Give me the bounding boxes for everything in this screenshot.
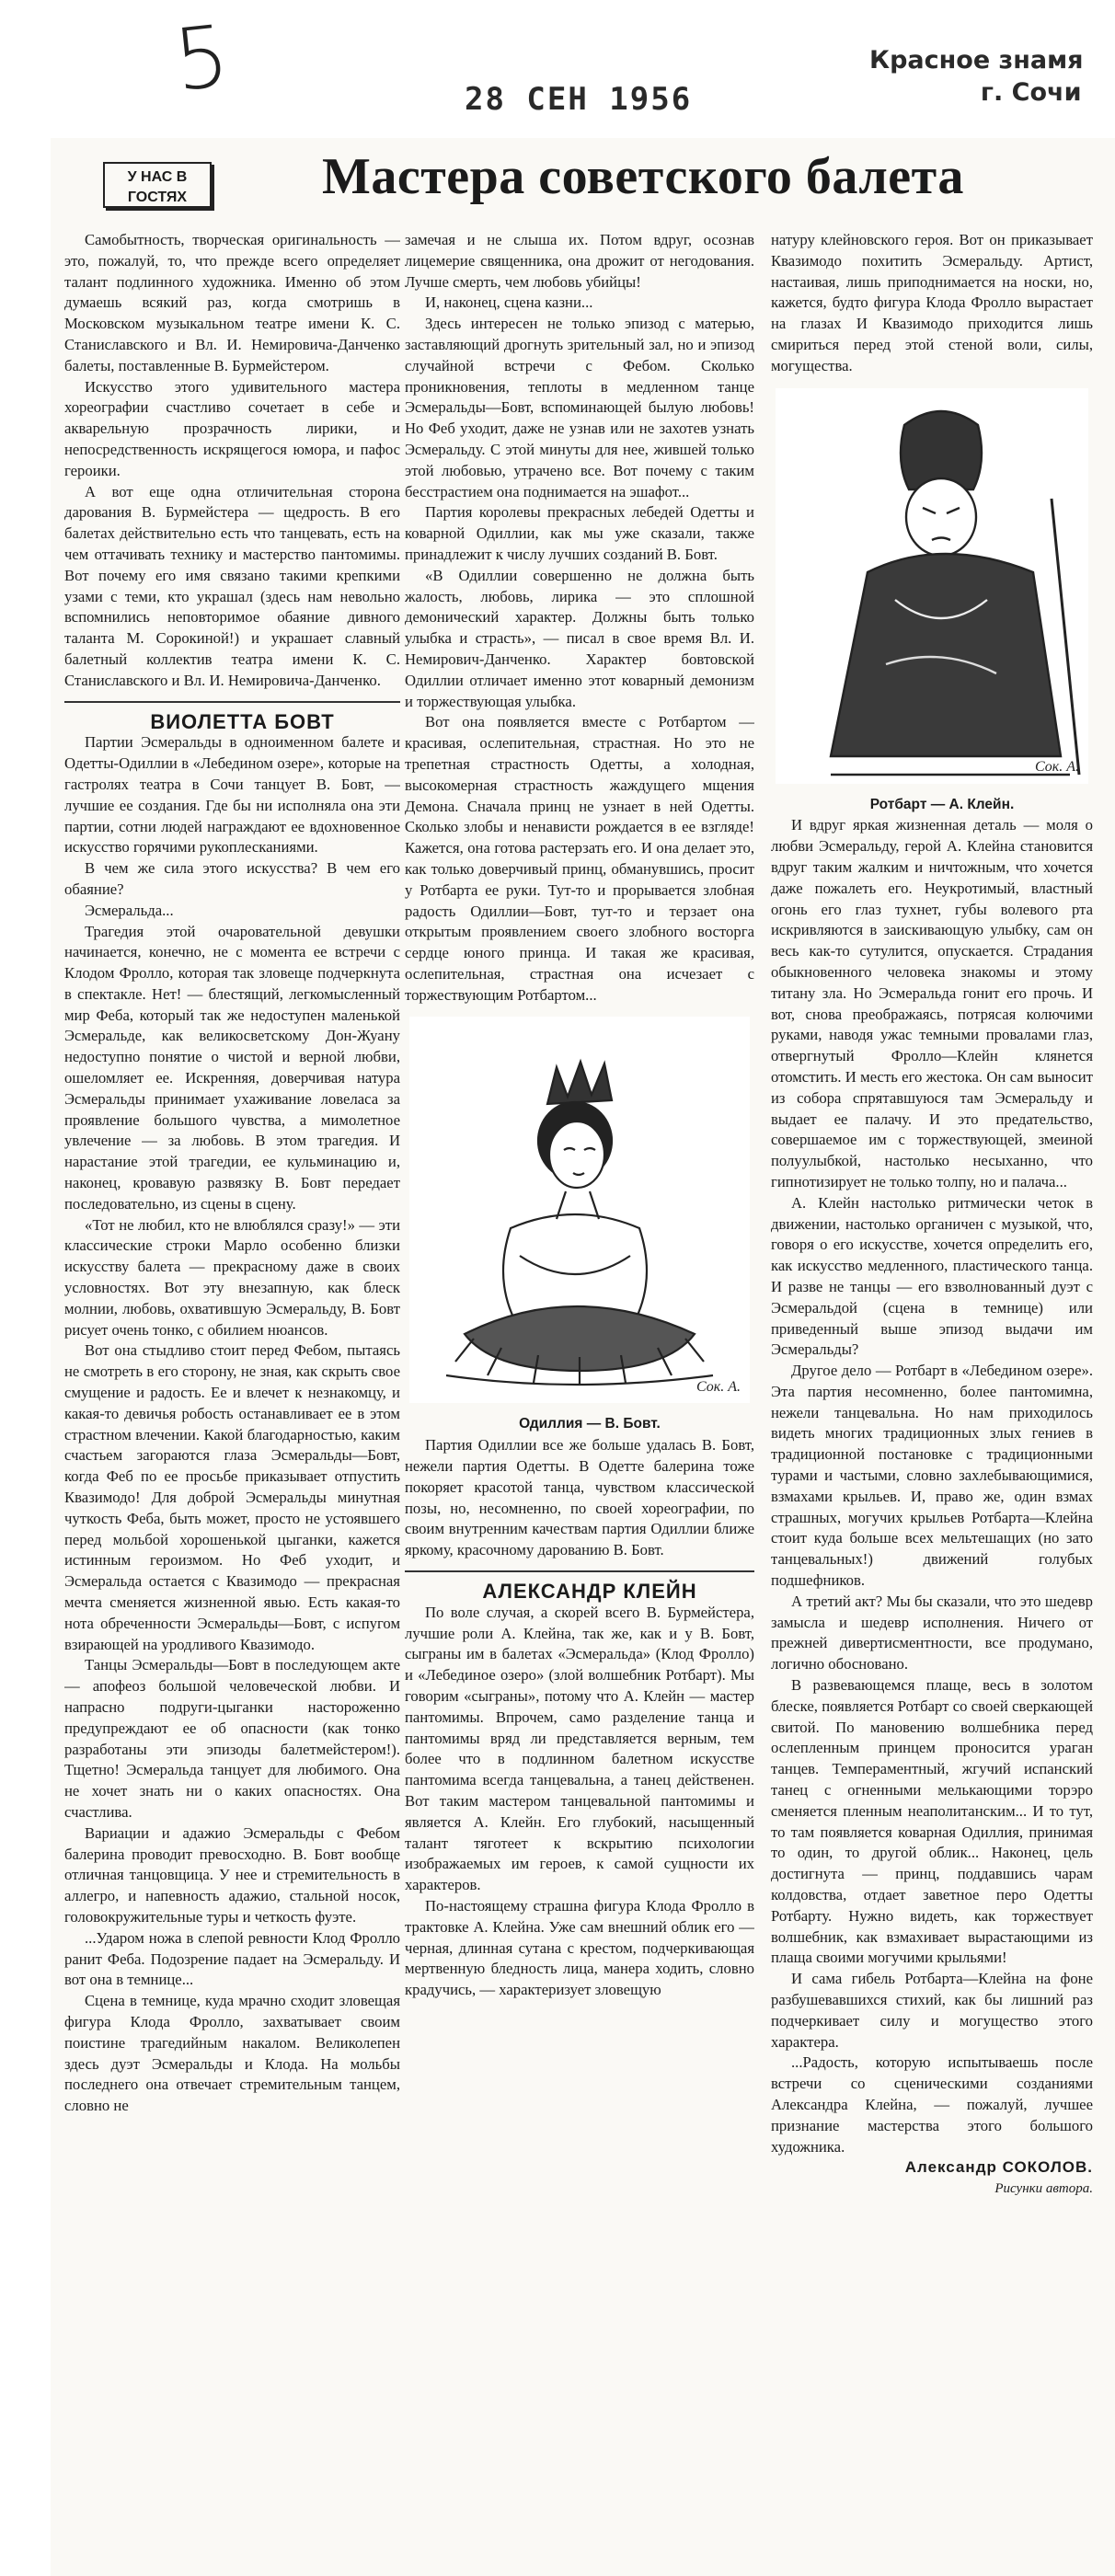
article-title: Мастера советского балета: [322, 148, 964, 205]
paragraph: А третий акт? Мы бы сказали, что это шедевр замысла и шедевр исполнения. Ничего от прежней дивертисментности, все продумано, логично обосновано.: [771, 1592, 1093, 1673]
section-heading-bovt: ВИОЛЕТТА БОВТ: [150, 709, 335, 733]
paragraph: В чем же сила этого искусства? В чем его обаяние?: [64, 859, 400, 898]
paragraph: По воле случая, а скорей всего В. Бурмейстера, лучшие роли А. Клейна, так же, как и у В. Бовт, сыграны им в балетах «Эсмеральда» (Клод Фролло) и «Лебединое озеро» (злой волшебник Ротбарт). Мы говорим «сыграны», потому что А. Клейн — мастер пантомимы. Впрочем, само разделение танца и пантомимы вряд ли представляется верным, тем более что в подлинном балетном искусстве пантомима всегда танцевальна, а танец действенен. Вот таким мастером танцевальной пантомимы и является А. Клейн. Его глубокий, насыщенный талант тяготеет к вскрытию психологии изображаемых им героев, к самой сущности их характеров.: [405, 1603, 754, 1894]
paragraph: И, наконец, сцена казни...: [425, 293, 593, 312]
rubric-box: У НАС В ГОСТЯХ: [103, 162, 212, 208]
rothbart-illustration: [776, 388, 1088, 784]
paragraph: Вариации и адажио Эсмеральды с Фебом балерина проводит превосходно. В. Бовт вообще отличная танцовщица. У нее и стремительность в аллегро, и напевность адажио, стальной носок, головокружительные туры и четкость фуэте.: [64, 1823, 400, 1926]
paragraph: Эсмеральда...: [85, 901, 174, 919]
author-name: Александр СОКОЛОВ.: [904, 2158, 1093, 2177]
source-stamp: [869, 44, 1084, 109]
odile-illustration: [409, 1017, 750, 1403]
column-2: [405, 230, 754, 2576]
caption-rothbart: Ротбарт — А. Клейн.: [869, 796, 1015, 812]
handwritten-number: 5: [169, 6, 234, 110]
paragraph: Другое дело — Ротбарт в «Лебедином озере». Эта партия несомненно, более пантомимна, нежели танцевальна. Но нам приходилось видеть многих традиционных злых гениев в традиционной постановке с традиционными турами и частыми, словно захлебывающимися, взмахами крыльев. И, право же, один взмах страшных, могучих крыльев Ротбарта—Клейна стоит куда больше всех мельтешащих (но зато танцевальных!) движений голубых подшефников.: [771, 1362, 1093, 1590]
paragraph: Партии Эсмеральды в одноименном балете и Одетты-Одиллии в «Лебедином озере», которые на гастролях театра в Сочи танцует В. Бовт, — лучшие ее создания. Где бы ни исполняла она эти партии, сотни людей награждают ее вдохновенное искусство горячими рукоплесканиями.: [64, 733, 400, 857]
illustration-credit: Рисунки автора.: [994, 2181, 1093, 2197]
ballerina-drawing: [409, 1017, 750, 1403]
paragraph: А. Клейн настолько ритмически четок в движении, настолько органичен с музыкой, что, говоря о его искусстве, хочется определить его, как искусство медленного, пластического танца. И разве не танцы — его взволнованный дуэт с Эсмеральдой (сцена в темнице) или приведенный выше эпизод выдачи им Эсмеральды?: [771, 1193, 1093, 1359]
paragraph: Вот она появляется вместе с Ротбартом — красивая, ослепительная, страстная. Но это не трепетная страстность Одетты, а холодная, высокомерная страстность жаждущего мщения Демона. Сначала принц не узнает в ней Одетты. Сколько злобы и ненависти рождается в ее взгляде! Кажется, она готова растерзать его. И она делает это, как только доверчивый принц, обманувшись, просит у Ротбарта ее руки. Тут-то и прорывается злобная радость Одиллии—Бовт, тут-то и терзает она открытым проявлением своего злобного восторга сердце юного принца. И такая же красивая, ослепительная, страстная она исчезает с торжествующим Ротбартом...: [405, 713, 754, 1004]
artist-signature: Сок. А.: [695, 1378, 741, 1395]
source-city: г. Сочи: [980, 78, 1082, 108]
paragraph: Сцена в темнице, куда мрачно сходит зловещая фигура Клода Фролло, захватывает своим поистине трагедийным накалом. Великолепен здесь дуэт Эсмеральды и Клода. На мольбы последнего она отвечает стремительным танцем, словно не: [64, 1992, 400, 2115]
paragraph: замечая и не слыша их. Потом вдруг, осознав лицемерие священника, она дрожит от негодования. Лучше смерть, чем любовь убийцы!: [405, 231, 754, 291]
date-stamp: 28 СЕН 1956: [465, 81, 693, 118]
paragraph: И сама гибель Ротбарта—Клейна на фоне разбушевавшихся стихий, как бы лишний раз подчеркивает силу и могущество этого характера.: [771, 1970, 1093, 2051]
paragraph: «В Одиллии совершенно не должна быть жалость, любовь, лирика — это сплошной демонический характер. Должны быть только улыбка и страсть», — писал в свое время Вл. И. Немирович-Данченко. Характер бовтовской Одиллии отличает именно этот коварный демонизм и торжествующая улыбка.: [405, 566, 754, 710]
paragraph: натуру клейновского героя. Вот он приказывает Квазимодо похитить Эсмеральду. Артист, настаивая, лишь приподнимается на носки, но, кажется, будто фигура Клода Фролло вырастает на глазах И Квазимодо приходится лишь смириться перед этой стеной воли, силы, могущества.: [771, 231, 1093, 374]
section-heading-klein: АЛЕКСАНДР КЛЕЙН: [482, 1580, 697, 1604]
paragraph: Искусство этого удивительного мастера хореографии счастливо сочетает в себе и акварельную прозрачность лирики, и непосредственность искрящегося юмора, и пафос героики.: [64, 377, 400, 479]
paragraph: Здесь интересен не только эпизод с матерью, заставляющий дрогнуть зрительный зал, но и эпизод случайной встречи с Фебом. Сколько проникновения, теплоты в медленном танце Эсмеральды—Бовт, вспоминающей былую любовь! Но Феб уходит, даже не узнав или не захотев узнать Эсмеральду. С этой минуты для нее, жившей только этой любовью, утрачено все. Вот почему с таким бесстрастием она поднимается на эшафот...: [405, 315, 754, 500]
paragraph: И вдруг яркая жизненная деталь — моля о любви Эсмеральду, герой А. Клейна становится вдруг таким жалким и ничтожным, что хочется даже пожалеть его. Неукротимый, властный огонь его глаз тухнет, губы волевого рта искривляются в заискивающую улыбку, сам он весь как-то сутулится, опускается. Страдания обыкновенного человека знакомы и этому титану зла. Но Эсмеральда гонит его прочь. И вот, снова преображаясь, потрясая колючими руками, наводя ужас темными провалами глаз, отвергнутый Фролло—Клейн клянется отомстить. И месть его жестока. Он сам выносит из собора спрятавшуюся там Эсмеральду и выдает ее палачу. И это предательство, совершаемое им с торжествующей, змеиной полуулыбкой, настолько несыханно, что гипнотизирует не только толпу, но и палача...: [771, 816, 1093, 1190]
divider: [64, 701, 400, 703]
paragraph: Партия королевы прекрасных лебедей Одетты и коварной Одиллии, как мы уже сказали, также принадлежит к числу лучших созданий В. Бовт.: [405, 503, 754, 563]
paragraph: Трагедия этой очаровательной девушки начинается, конечно, не с момента ее встречи с Клодом Фролло, которая так зловеще подчеркнута в спектакле. Нет! — блестящий, легкомысленный мир Феба, который так же недоступен маленькой Эсмеральде, как великосветскому Дон-Жуану недоступно понятие о чистой и верной любви, ошеломляет ее. Искренняя, доверчивая натура Эсмеральды принимает ухаживание ловеласа за проявление большого чувства, а мимолетное увлечение — за любовь. В этом трагедия. И нарастание этой трагедии, ее кульминацию и, наконец, кровавую развязку В. Бовт передает последовательно, из сцены в сцену.: [64, 922, 400, 1213]
paragraph: А вот еще одна отличительная сторона дарования В. Бурмейстера — щедрость. В его балетах действительно есть что танцевать, есть на чем оттачивать технику и мастерство пантомимы. Вот почему его имя связано такими крепкими узами с теми, кто украшал (здесь нам невольно вспомнились неповторимое обаяние дивного таланта М. Сорокиной!) и украшает славный балетный коллектив театра имени К. С. Станиславского и Вл. И. Немировича-Данченко.: [64, 482, 400, 689]
source-name: Красное знамя: [869, 46, 1084, 75]
column-3: [771, 230, 1093, 2548]
paragraph: ...Ударом ножа в слепой ревности Клод Фролло ранит Феба. Подозрение падает на Эсмеральду. И вот она в темнице...: [64, 1928, 400, 1989]
paragraph: ...Радость, которую испытываешь после встречи со сценическими созданиями Александра Клейна, — пожалуй, лучшее признание мастерства этого большого художника.: [771, 2053, 1093, 2156]
rothbart-drawing: [776, 388, 1088, 784]
paragraph: По-настоящему страшна фигура Клода Фролло в трактовке А. Клейна. Уже сам внешний облик его — черная, длинная сутана с крестом, подчеркивающая мертвенную бледность лица, манера ходить, словно крадучись, — характеризует зловещую: [405, 1897, 754, 1999]
column-1: [64, 230, 400, 2548]
divider: [405, 1570, 754, 1572]
caption-odile: Одиллия — В. Бовт.: [519, 1416, 661, 1432]
paragraph: Танцы Эсмеральды—Бовт в последующем акте — апофеоз большой человеческой любви. И напрасно подруги-цыганки настороженно предупреждают ее об опасности (как тонко разработаны эти эпизоды балетмейстером!). Тщетно! Эсмеральда танцует для любимого. Она не хочет знать ни о каких опасностях. Она счастлива.: [64, 1656, 400, 1821]
paragraph: «Тот не любил, кто не влюблялся сразу!» — эти классические строки Марло особенно близки искусству балета — прекрасному даже в своих условностях. Вот эту внезапную, как блеск молнии, любовь, охватившую Эсмеральду, В. Бовт рисует очень тонко, с обилием нюансов.: [64, 1215, 400, 1339]
paragraph: Вот она стыдливо стоит перед Фебом, пытаясь не смотреть в его сторону, не зная, как скрыть свое смущение и радость. Ее и влечет к незнакомцу, и какая-то девичья робость останавливает ее в этом страстном влечении. Какой благодарностью, каким счастьем загораются глаза Эсмеральды—Бовт, когда Феб по ее просьбе приказывает отпустить Квазимодо! Для доброй Эсмеральды минутная чуткость Феба, быть может, просто не устоявшего перед мольбой хорошенькой цыганки, кажется истинным героизмом. Но Феб уходит, и Эсмеральда остается с Квазимодо — прекрасная мечта сменяется жизненной явью. Есть какая-то нота обреченности Эсмеральды—Бовт, с испугом взирающей на уродливого Квазимодо.: [64, 1341, 400, 1653]
artist-signature: Сок. А.: [1034, 758, 1079, 775]
paragraph: Самобытность, творческая оригинальность — это, пожалуй, то, что прежде всего определяет талант подлинного художника. Именно об этом думаешь всякий раз, когда смотришь в Московском музыкальном театре имени К. С. Станиславского и Вл. И. Немировича-Данченко балеты, поставленные В. Бурмейстером.: [64, 231, 400, 374]
paragraph: Партия Одиллии все же больше удалась В. Бовт, нежели партия Одетты. В Одетте балерина тоже покоряет красотой танца, чувством классической позы, но, несомненно, по своей хореографии, по своим внутренним качествам партия Одиллии ближе яркому, красочному дарованию В. Бовт.: [405, 1436, 754, 1559]
paragraph: В развевающемся плаще, весь в золотом блеске, появляется Ротбарт со своей сверкающей свитой. По мановению волшебника перед ослепленным принцем проносится ураган танцев. Темпераментный, жгучий испанский танец с огненными мелькающими торэро сменяется пленным неаполитанским... И то тут, то там появляется коварная Одиллия, принимая то один, то другой облик... Наконец, цель достигнута — принц, поддавшись чарам колдовства, отдает заветное перо Одетты Ротбарту. Нужно видеть, как торжествует волшебник, как взмахивает вырастающими из плаща своими могучими крыльями!: [771, 1676, 1093, 1967]
